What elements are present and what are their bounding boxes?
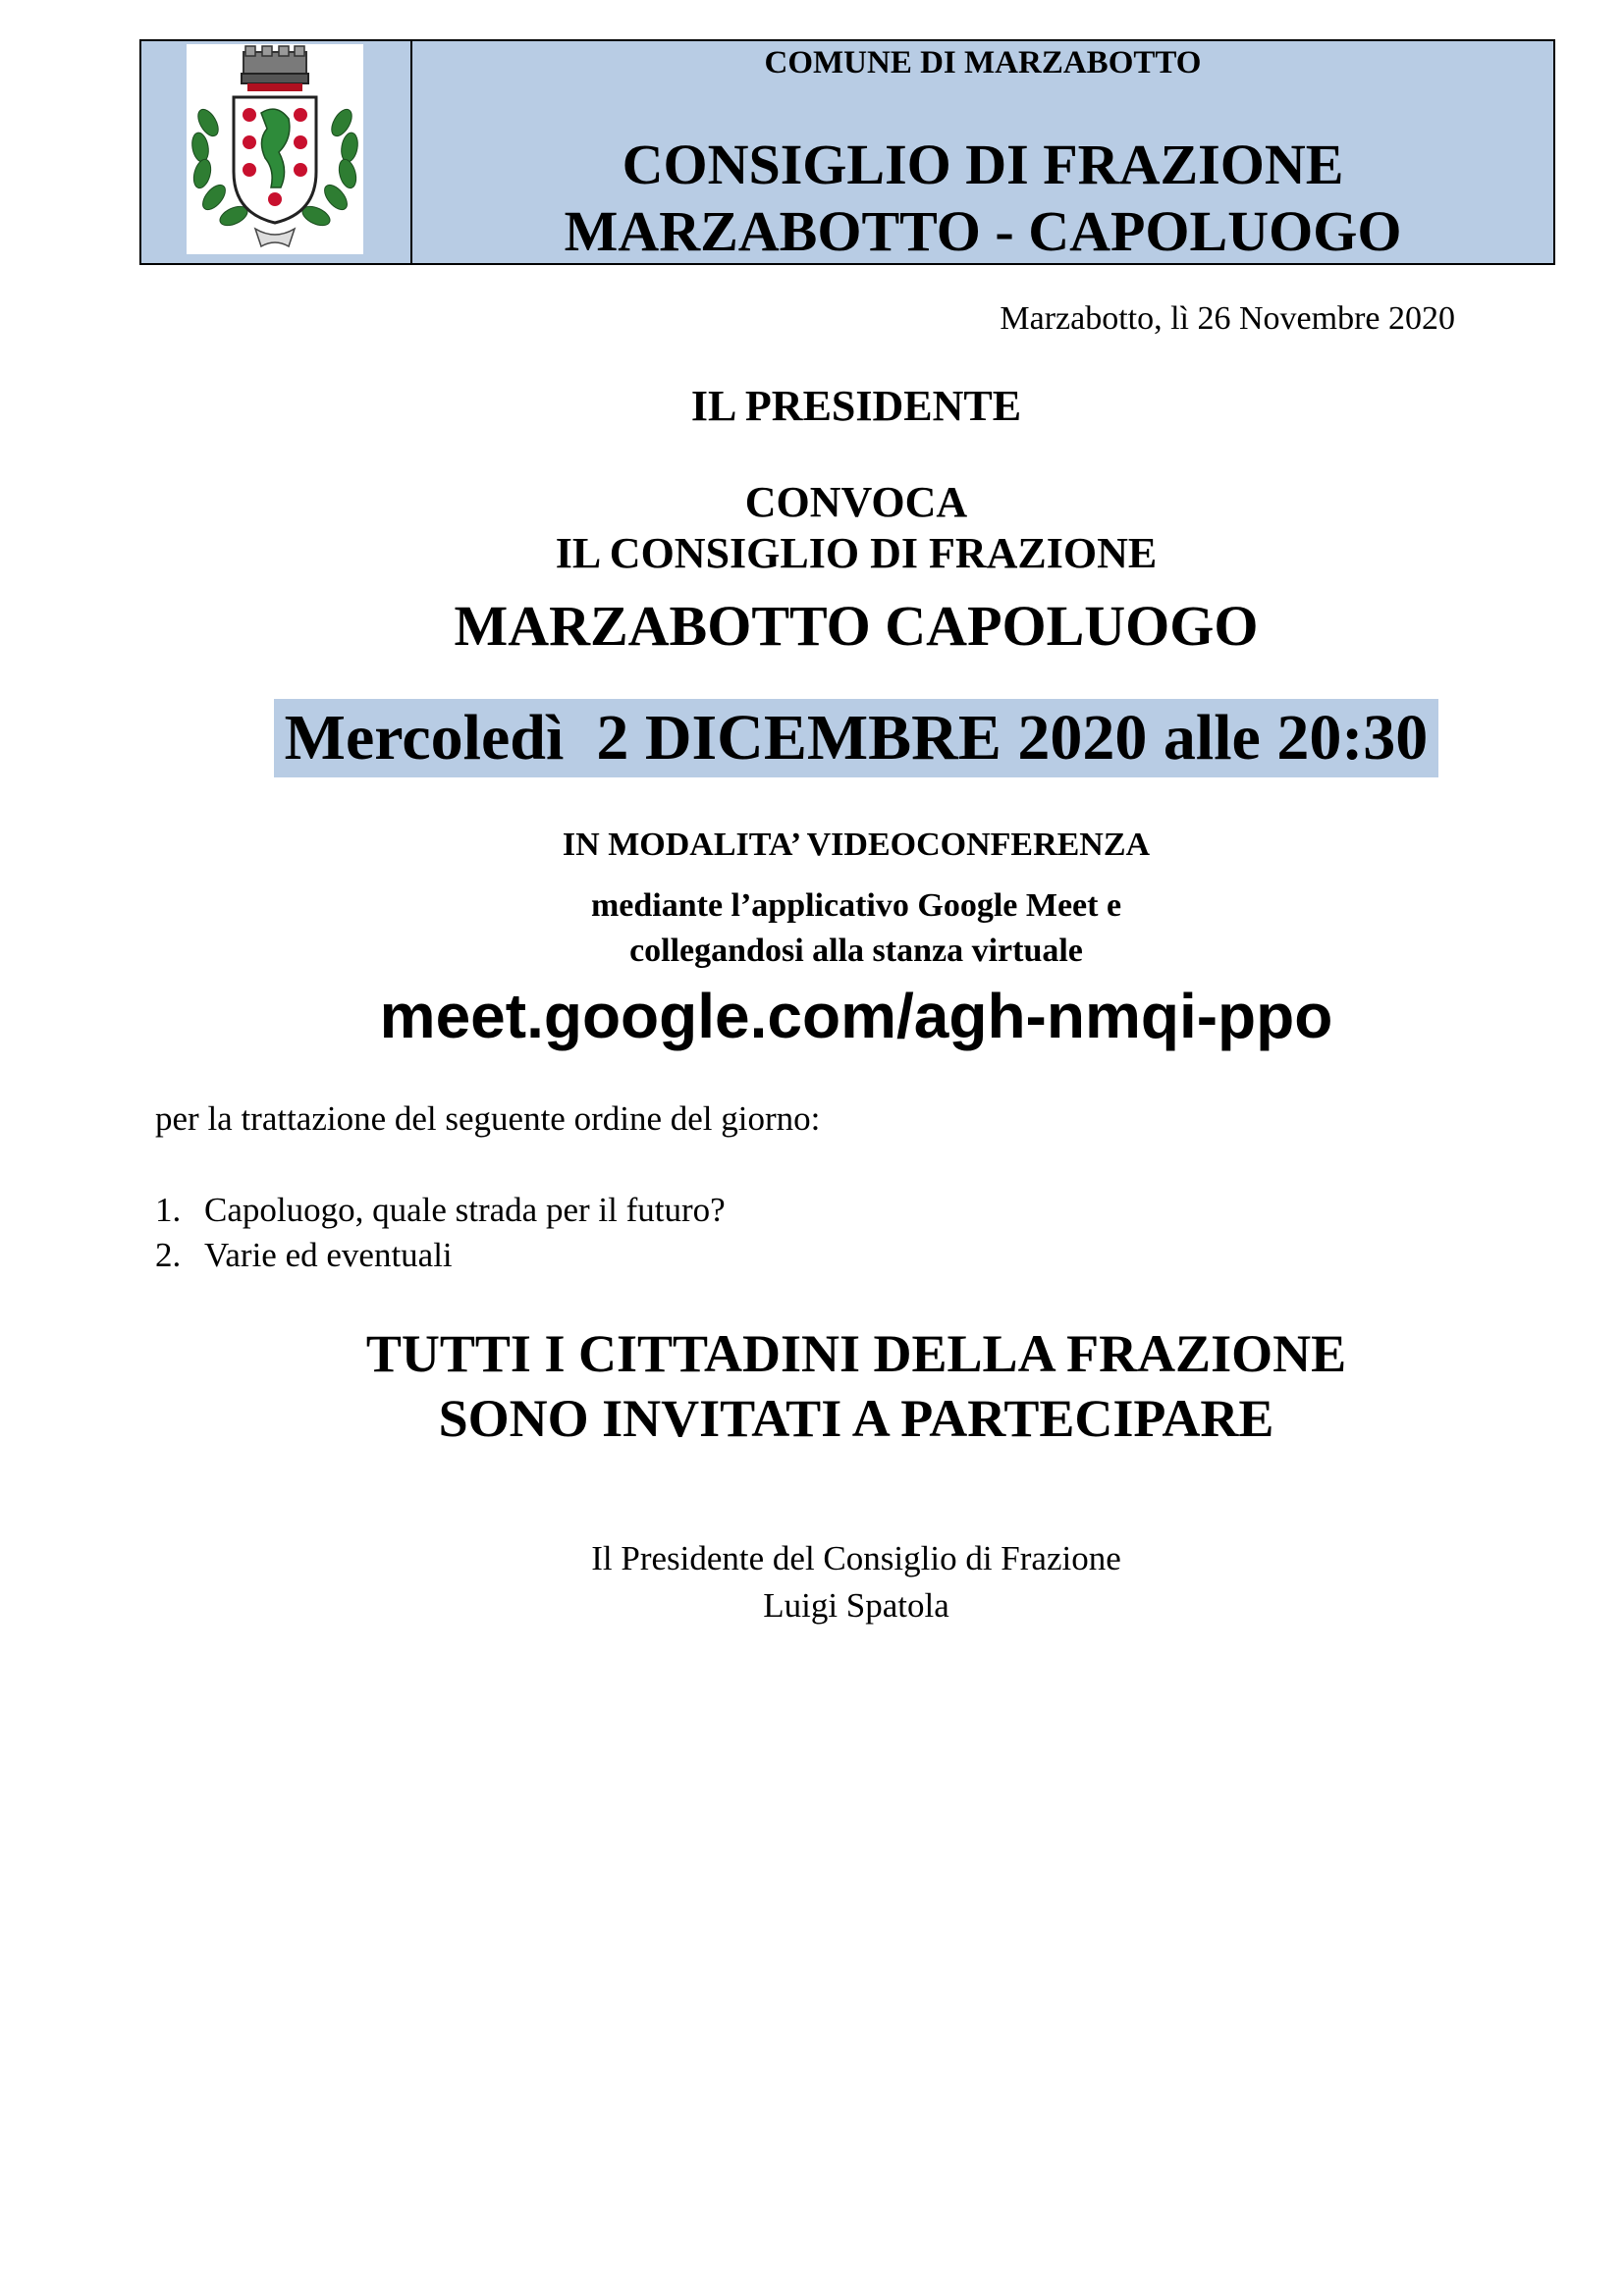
header-table — [139, 39, 1555, 265]
agenda-item-number: 1. — [155, 1191, 182, 1229]
invitation-line2: SONO INVITATI A PARTECIPARE — [438, 1389, 1274, 1448]
invitation-block — [0, 1321, 1624, 1451]
agenda-item-text: Varie ed eventuali — [204, 1236, 453, 1274]
meeting-date-highlight — [274, 699, 1438, 777]
signature-block — [0, 1535, 1624, 1629]
logo-cell — [141, 41, 412, 263]
agenda-item-text: Capoluogo, quale strada per il futuro? — [204, 1191, 726, 1229]
frazione-name: MARZABOTTO CAPOLUOGO — [454, 594, 1259, 658]
invitation-line1: TUTTI I CITTADINI DELLA FRAZIONE — [365, 1324, 1347, 1383]
comune-heading: COMUNE DI MARZABOTTO — [764, 45, 1202, 80]
signature-role: Il Presidente del Consiglio di Frazione — [591, 1539, 1121, 1577]
mediante-line2: collegandosi alla stanza virtuale — [629, 933, 1083, 969]
coat-of-arms-icon — [187, 44, 363, 254]
meeting-date: Mercoledì 2 DICEMBRE 2020 alle 20:30 — [284, 702, 1429, 774]
title-cell — [412, 41, 1553, 263]
place-date: Marzabotto, lì 26 Novembre 2020 — [1000, 300, 1455, 337]
agenda-intro: per la trattazione del seguente ordine del giorno: — [155, 1099, 821, 1138]
signature-name: Luigi Spatola — [763, 1586, 949, 1625]
agenda-item — [155, 1188, 726, 1233]
convoca-line2: IL CONSIGLIO DI FRAZIONE — [555, 529, 1158, 577]
council-title-line1: CONSIGLIO DI FRAZIONE — [622, 133, 1344, 196]
agenda-item — [155, 1233, 726, 1278]
mediante-block — [0, 883, 1624, 974]
meet-link: meet.google.com/agh-nmqi-ppo — [379, 981, 1333, 1051]
convoca-block — [0, 477, 1624, 579]
convoca-line1: CONVOCA — [744, 478, 968, 526]
agenda-item-number: 2. — [155, 1236, 182, 1274]
presidente-heading: IL PRESIDENTE — [690, 382, 1022, 430]
mediante-line1: mediante l’applicativo Google Meet e — [590, 887, 1122, 924]
agenda-list — [155, 1188, 726, 1278]
modalita-line: IN MODALITA’ VIDEOCONFERENZA — [562, 827, 1151, 863]
council-title — [412, 132, 1553, 265]
council-title-line2: MARZABOTTO - CAPOLUOGO — [564, 199, 1402, 263]
